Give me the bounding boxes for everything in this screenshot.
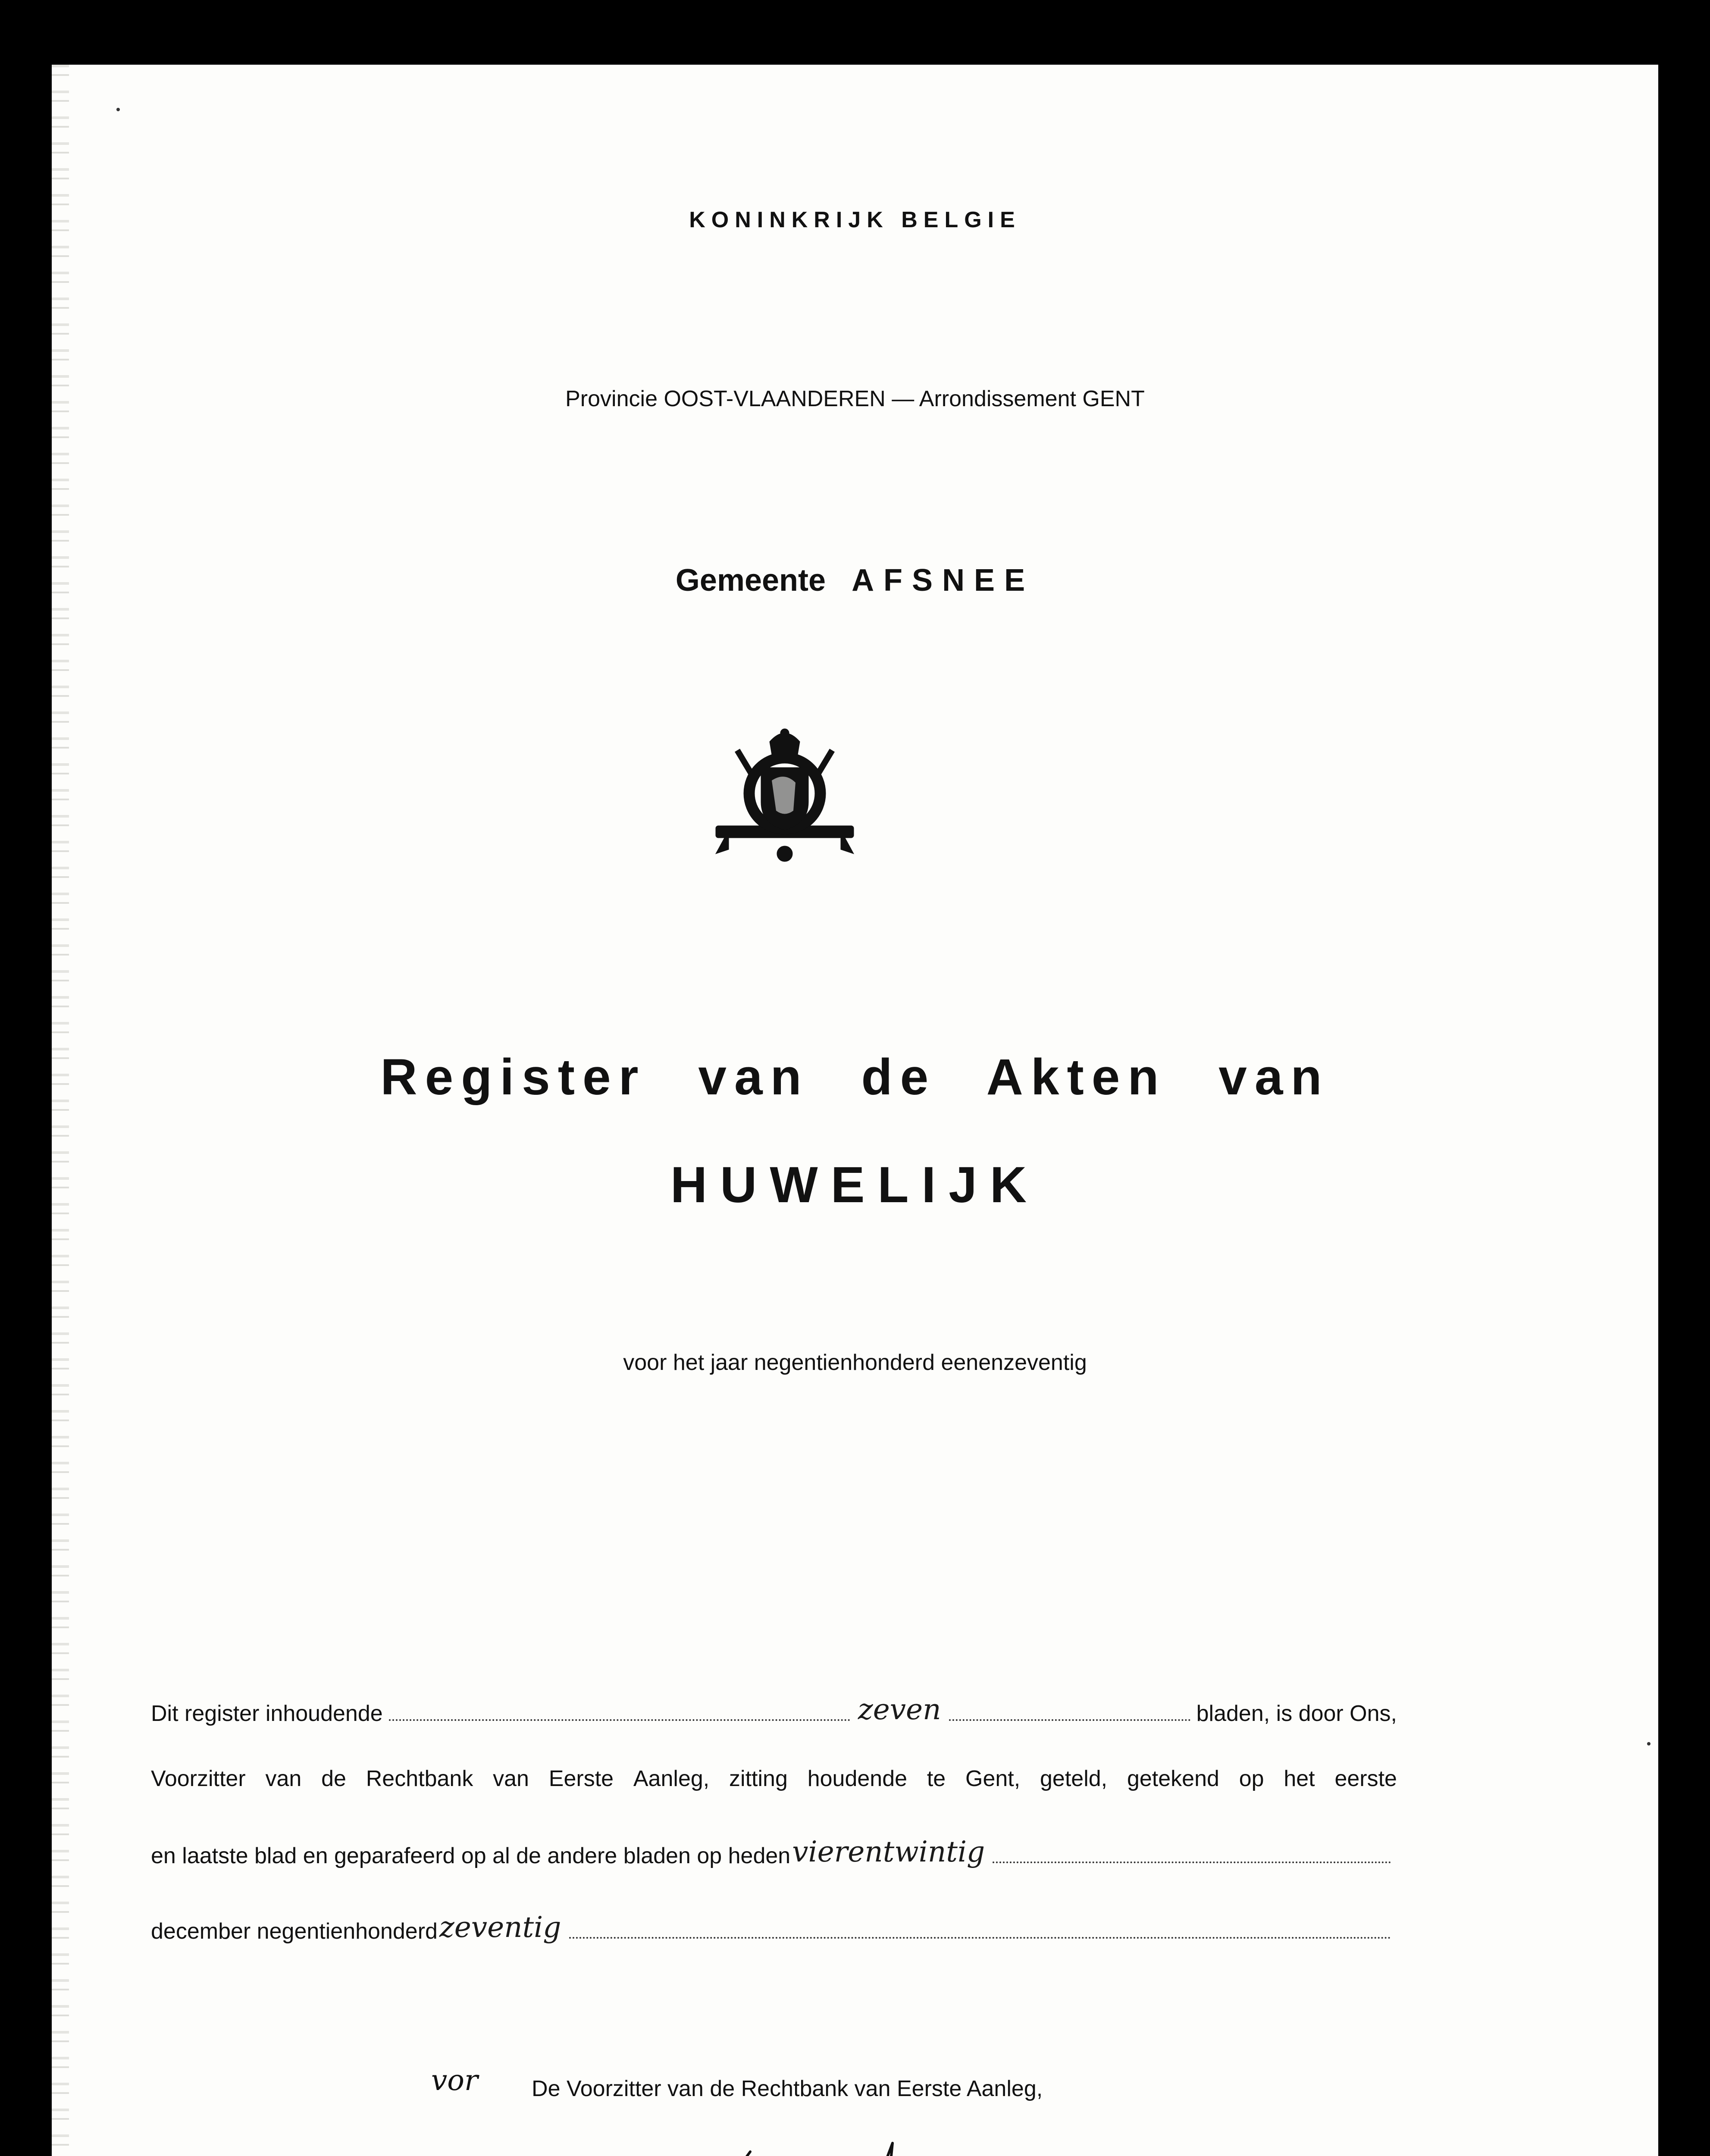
dotted-fill <box>389 1704 850 1721</box>
handwritten-day: vierentwintig <box>792 1835 985 1868</box>
handwritten-vor: vor <box>431 2064 478 2097</box>
president-line <box>431 2064 1043 2103</box>
year-line: voor het jaar negentienhonderd eenenzeventig <box>623 1350 1087 1375</box>
gemeente-label: Gemeente <box>675 563 826 598</box>
line3-start: en laatste blad en geparafeerd op al de andere bladen op heden <box>151 1843 791 1868</box>
line2-word: Eerste <box>548 1766 614 1791</box>
dotted-fill <box>569 1921 1391 1939</box>
certificate-line-2 <box>151 1766 1397 1792</box>
certificate-line-1 <box>151 1695 1397 1728</box>
speck <box>116 108 120 111</box>
line2-word: getekend <box>1127 1766 1219 1791</box>
line2-word: Voorzitter <box>151 1766 246 1791</box>
register-type: HUWELIJK <box>670 1156 1040 1213</box>
province-line: Provincie OOST-VLAANDEREN — Arrondissement GENT <box>565 386 1145 411</box>
line4-start: december negentienhonderd <box>151 1919 438 1944</box>
line2-word: Gent, <box>965 1766 1021 1791</box>
handwritten-page-count: zeven <box>858 1693 941 1726</box>
dotted-fill <box>949 1704 1190 1721</box>
line2-word: Rechtbank <box>366 1766 473 1791</box>
certificate-line-3 <box>151 1837 1397 1870</box>
speck <box>1647 1742 1650 1745</box>
line1-start: Dit register inhoudende <box>151 1701 383 1726</box>
register-title: Register van de Akten van <box>380 1049 1330 1106</box>
document-page <box>52 65 1658 2156</box>
dotted-fill <box>993 1846 1391 1863</box>
gemeente-heading <box>52 563 1658 598</box>
line1-end: bladen, is door Ons, <box>1196 1701 1397 1726</box>
line2-word: van <box>493 1766 529 1791</box>
line2-word: op <box>1239 1766 1264 1791</box>
line2-word: Aanleg, <box>633 1766 710 1791</box>
line2-word: te <box>927 1766 946 1791</box>
gemeente-name: AFSNEE <box>852 563 1035 598</box>
certificate-line-4 <box>151 1912 1397 1946</box>
line2-word: van <box>265 1766 302 1791</box>
line2-word: zitting <box>729 1766 788 1791</box>
kingdom-heading: KONINKRIJK BELGIE <box>689 207 1021 232</box>
line2-word: houdende <box>807 1766 908 1791</box>
signature-icon <box>668 2134 979 2156</box>
line2-word: het <box>1284 1766 1315 1791</box>
line2-word: de <box>321 1766 346 1791</box>
handwritten-year: zeventig <box>439 1911 561 1944</box>
president-title: De Voorzitter van de Rechtbank van Eerste Aanleg, <box>532 2076 1043 2101</box>
binding-edge <box>52 65 69 2156</box>
line2-word: eerste <box>1334 1766 1397 1791</box>
coat-of-arms-icon <box>711 724 858 867</box>
line2-word: geteld, <box>1040 1766 1108 1791</box>
